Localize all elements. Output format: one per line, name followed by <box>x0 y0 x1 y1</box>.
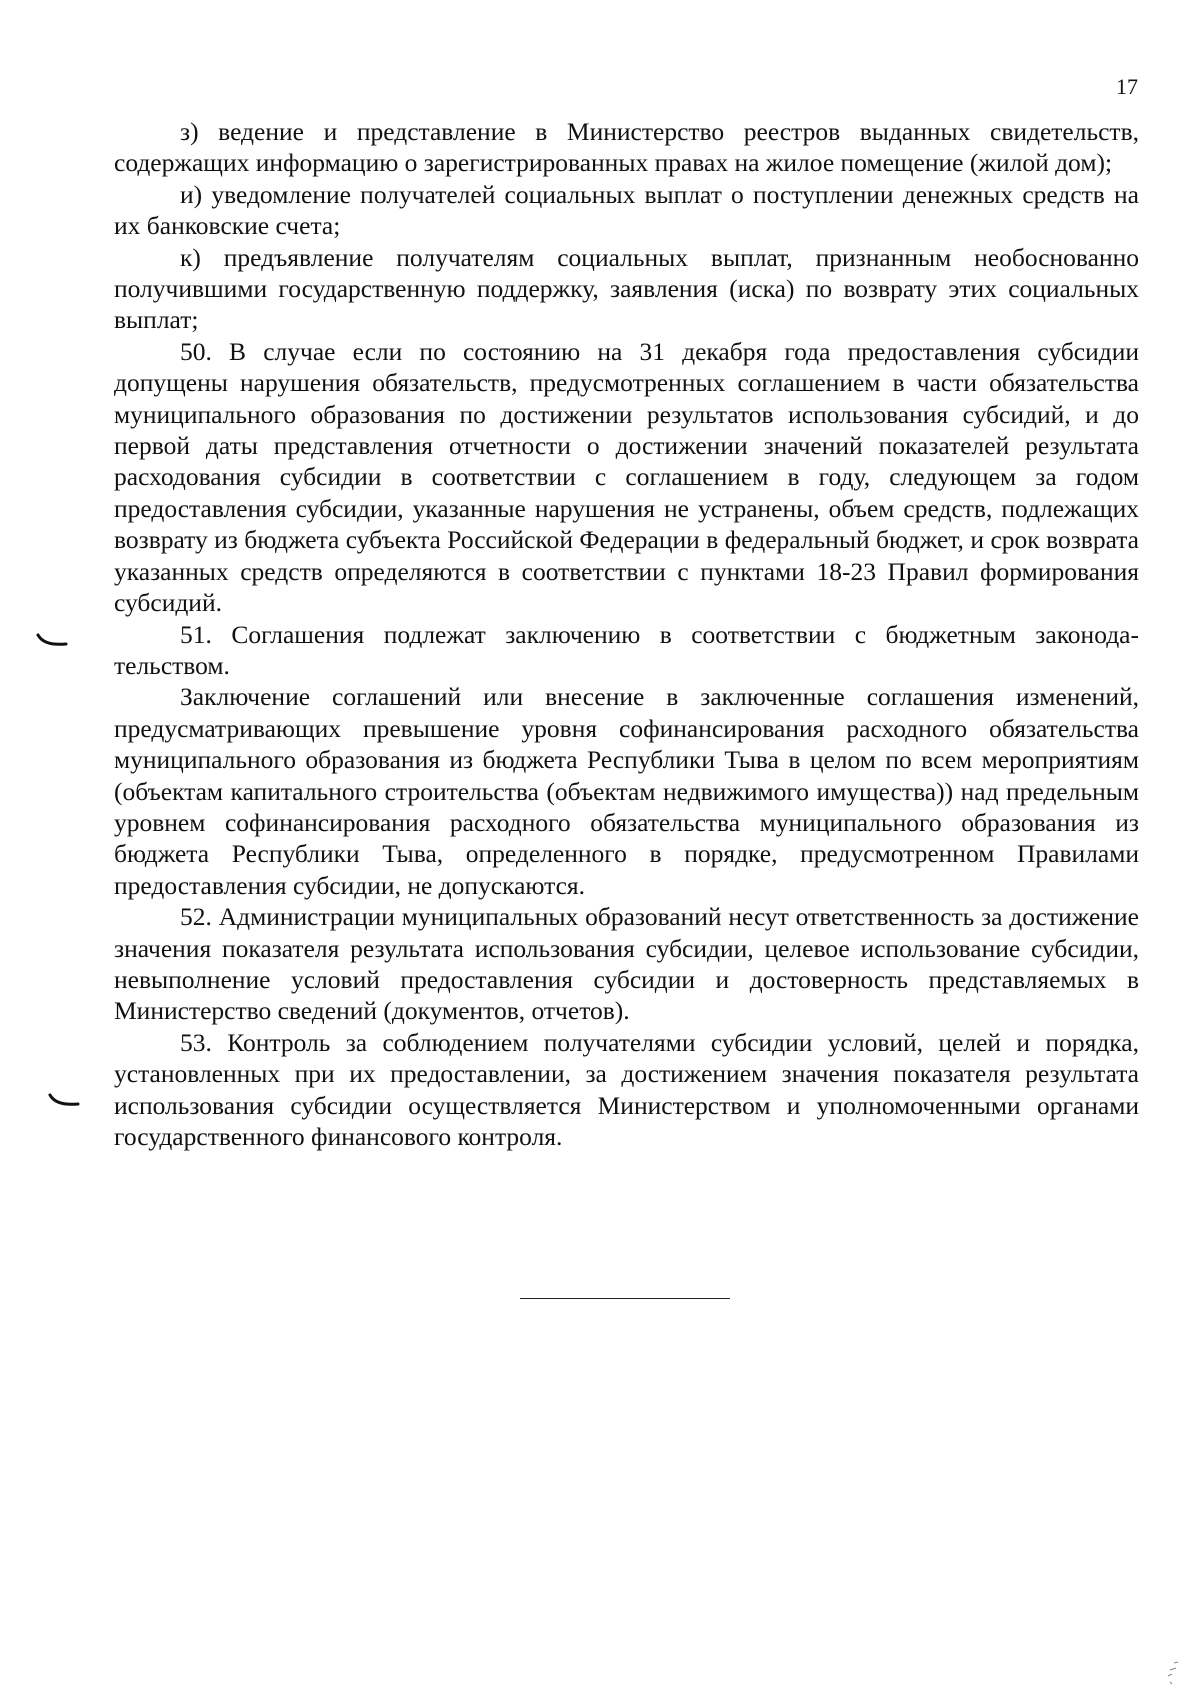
document-body <box>114 116 1139 1152</box>
paragraph-item-i: и) уведомление получателей социальных выплат о поступлении денежных средств на их банковские счета; <box>114 179 1139 241</box>
paragraph-52: 52. Администрации муниципальных образований несут ответственность за достижение значения показателя результата использования субсидии, целевое использование субсидии, невыполнение условий предоставления субсидии и достоверность представляемых в Министерство сведений (документов, отчетов). <box>114 902 1139 1026</box>
paragraph-50: 50. В случае если по состоянию на 31 декабря года предоставления субсидии допущены нарушения обязательств, предусмотренных соглашением в части обязательства муниципального образования по достижении результатов использования субсидий, и до первой даты представления отчетности о достижении значений показателей результата расходования субсидии в соответствии с соглашением в году, следующем за годом предоставления субсидии, указанные нарушения не устранены, объем средств, подлежащих возврату из бюджета субъекта Российской Федерации в федеральный бюджет, и срок возврата указанных средств определяются в соответствии с пунктами 18-23 Правил формирования субсидий. <box>114 336 1139 618</box>
paragraph-51: 51. Соглашения подлежат заключению в соответствии с бюджетным законодательством. <box>114 619 1139 680</box>
margin-check-mark-icon <box>48 1092 80 1108</box>
end-separator-line <box>520 1298 730 1299</box>
paragraph-51-continued: Заключение соглашений или внесение в заключенные соглашения изменений, предусматривающих превышение уровня софинансирования расходного обязательства муниципального образования из бюджета Республики Тыва в целом по всем мероприятиям (объектам капитального строительства (объектам недвижимого имущества)) над предельным уровнем софинансирования расходного обязательства муниципального образования из бюджета Республики Тыва, определенного в порядке, предусмотренном Правилами предоставления субсидии, не допускаются. <box>114 682 1139 900</box>
paragraph-53: 53. Контроль за соблюдением получателями субсидии условий, целей и порядка, установленных при их предоставлении, за достижением значения показателя результата использования субсидии осуществляется Министерством и уполномоченными органами государственного финансового контроля. <box>114 1027 1139 1151</box>
scan-artifact-icon <box>1160 1660 1182 1686</box>
page-number: 17 <box>1116 74 1138 99</box>
paragraph-item-k: к) предъявление получателям социальных выплат, признанным необоснованно получившими государственную поддержку, заявления (иска) по возврату этих социальных выплат; <box>114 242 1139 335</box>
margin-check-mark-icon <box>36 632 68 648</box>
paragraph-item-z: з) ведение и представление в Министерство реестров выданных свидетельств, содержащих информацию о зарегистрированных правах на жилое помещение (жилой дом); <box>114 117 1139 178</box>
